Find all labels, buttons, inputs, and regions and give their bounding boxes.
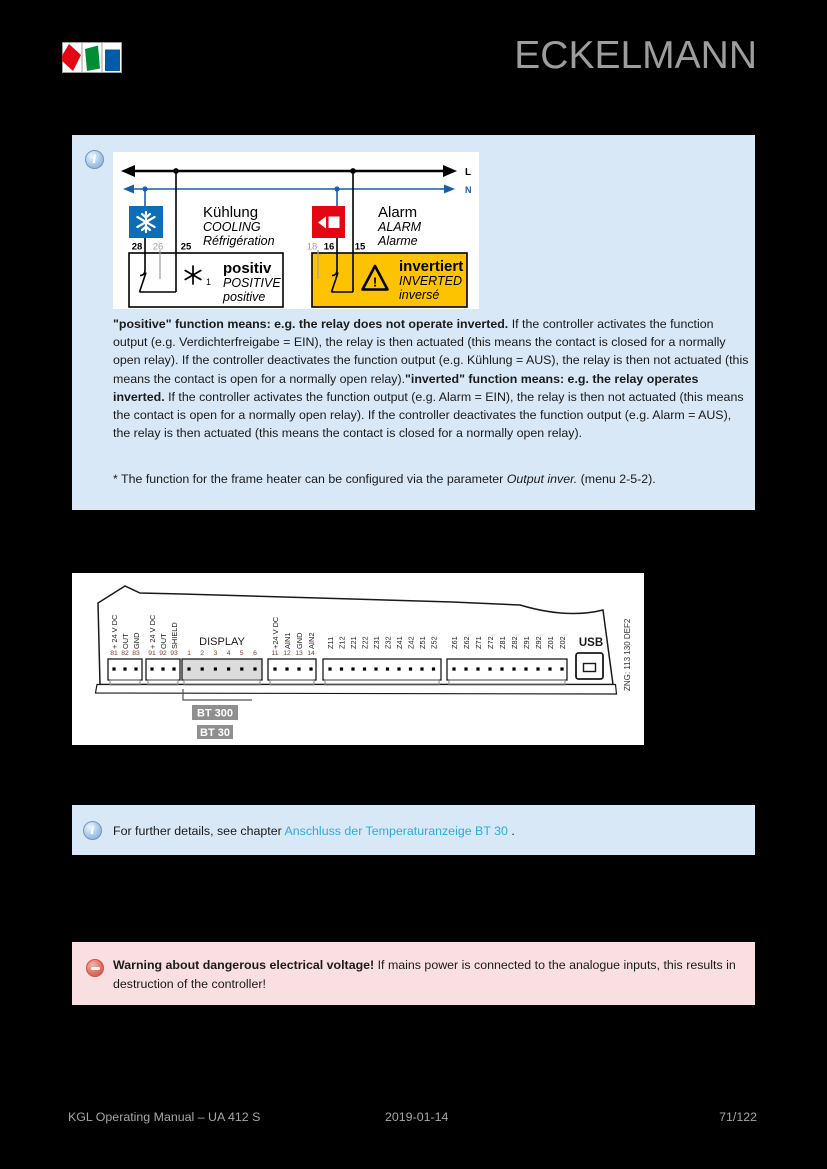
svg-text:SHIELD: SHIELD (170, 622, 179, 649)
svg-text:OUT: OUT (121, 633, 130, 649)
warning-triangle-mark: ! (372, 274, 378, 290)
brand-wordmark: ECKELMANN (514, 34, 757, 77)
inverted-label-en: INVERTED (399, 274, 462, 288)
positive-label-de: positiv (223, 260, 272, 277)
footer-date: 2019-01-14 (385, 1110, 449, 1124)
svg-text:4: 4 (226, 650, 231, 657)
svg-text:11: 11 (271, 650, 279, 657)
alarm-title-fr: Alarme (378, 234, 418, 248)
alarm-title-en: ALARM (378, 220, 422, 234)
warning-note-electrical-voltage (72, 942, 755, 1005)
parameter-name: Output inver. (506, 472, 578, 486)
svg-text:Z71: Z71 (473, 636, 483, 649)
svg-text:GND: GND (295, 632, 304, 649)
alarm-title-de: Alarm (378, 204, 418, 221)
svg-text:Z52: Z52 (429, 636, 439, 649)
board-edge-strip (96, 685, 617, 695)
inverted-label-de: invertiert (399, 258, 464, 275)
svg-text:2: 2 (200, 650, 205, 657)
svg-text:5: 5 (239, 650, 244, 657)
terminal-25: 25 (180, 241, 192, 253)
svg-text:Z61: Z61 (449, 636, 459, 649)
svg-text:Z82: Z82 (509, 636, 519, 649)
svg-text:Z41: Z41 (394, 636, 404, 649)
svg-text:OUT: OUT (159, 633, 168, 649)
svg-text:6: 6 (253, 650, 257, 657)
snowflake-marker-number: 1 (206, 277, 212, 287)
info-icon: i (83, 821, 102, 840)
svg-text:Z42: Z42 (406, 636, 416, 649)
svg-text:3: 3 (213, 650, 218, 657)
eckelmann-logo (62, 42, 122, 73)
svg-text:Z02: Z02 (557, 636, 567, 649)
svg-text:+ 24 V DC: + 24 V DC (148, 614, 157, 649)
cooling-title-fr: Réfrigération (203, 234, 275, 248)
terminal-28: 28 (131, 241, 143, 253)
svg-text:1: 1 (187, 650, 191, 657)
n-line-label: N (465, 185, 472, 195)
footer-document-title: KGL Operating Manual – UA 412 S (68, 1110, 261, 1124)
usb-label: USB (578, 637, 604, 649)
frame-heater-footnote: * The function for the frame heater can be configured via the parameter Output inver. (menu 2-5-2). (113, 472, 656, 486)
info-icon: i (85, 150, 104, 169)
svg-text:93: 93 (170, 650, 178, 657)
svg-text:Z91: Z91 (521, 636, 531, 649)
controller-board-drawing (72, 573, 644, 745)
svg-text:13: 13 (295, 650, 303, 657)
bt30-label: BT 30 (200, 727, 230, 739)
svg-text:AIN2: AIN2 (307, 632, 316, 649)
l-line-label: L (465, 167, 472, 178)
svg-text:GND: GND (132, 632, 141, 649)
svg-text:Z81: Z81 (497, 636, 507, 649)
terminal-block-display (182, 659, 262, 680)
svg-text:Z21: Z21 (348, 636, 358, 649)
svg-text:Z31: Z31 (371, 636, 381, 649)
svg-text:+24 V DC: +24 V DC (271, 616, 280, 649)
zng-id-label: ZNG: 113 130 DEF2 (623, 618, 632, 691)
svg-text:83: 83 (132, 650, 140, 657)
inverted-means-rest: If the controller activates the function output (e.g. Alarm = EIN), the relay is then not actuated (this means the contact is open for a normally open relay). If the controller deactivates the function output (e.g. Alarm = AUS), the relay is then actuated (this means the contact is closed for a normally open relay). (113, 389, 744, 441)
info-note-relay-functions (72, 135, 755, 510)
terminal-26: 26 (152, 241, 164, 253)
svg-text:Z72: Z72 (485, 636, 495, 649)
bt300-label: BT 300 (196, 707, 234, 720)
svg-text:+ 24 V DC: + 24 V DC (110, 614, 119, 649)
chapter-link[interactable]: Anschluss der Temperaturanzeige BT 30 (284, 824, 508, 838)
chapter-reference-text: For further details, see chapter Anschluss der Temperaturanzeige BT 30 . (113, 824, 515, 838)
positive-label-en: POSITIVE (223, 276, 281, 290)
svg-text:82: 82 (121, 650, 129, 657)
svg-text:AIN1: AIN1 (283, 632, 292, 649)
svg-text:Z12: Z12 (337, 636, 347, 649)
svg-text:Z32: Z32 (383, 636, 393, 649)
relay-function-paragraph (113, 315, 750, 442)
terminal-18: 18 (306, 241, 318, 253)
svg-text:Z11: Z11 (325, 636, 335, 649)
logo-blue-square (105, 50, 120, 72)
inverted-label-fr: inversé (399, 288, 440, 302)
footer-page-number: 71/122 (719, 1110, 757, 1124)
inverted-means-bold: "inverted" function means: e.g. the relay operates inverted. (113, 371, 699, 404)
info-note-chapter-reference (72, 805, 755, 855)
terminal-15: 15 (354, 241, 366, 253)
svg-text:92: 92 (159, 650, 167, 657)
warning-text: Warning about dangerous electrical voltage! If mains power is connected to the analogue inputs, this results in destruction of the controller! (113, 958, 736, 991)
svg-text:Z92: Z92 (533, 636, 543, 649)
svg-text:91: 91 (148, 650, 156, 657)
display-label: DISPLAY (199, 636, 245, 648)
svg-text:Z01: Z01 (545, 636, 555, 649)
positive-label-fr: positive (223, 290, 266, 304)
svg-text:Z22: Z22 (360, 636, 370, 649)
relay-function-diagram (113, 152, 479, 309)
prohibition-icon (86, 959, 104, 977)
svg-text:12: 12 (283, 650, 291, 657)
positive-means-bold: "positive" function means: e.g. the relay does not operate inverted. (113, 317, 509, 331)
cooling-title-en: COOLING (203, 220, 261, 234)
svg-text:Z51: Z51 (417, 636, 427, 649)
logo-green-square (85, 46, 100, 72)
svg-text:14: 14 (307, 650, 315, 657)
terminal-16: 16 (323, 241, 335, 253)
controller-board-figure (72, 573, 644, 745)
positive-means-rest: If the controller activates the function output (e.g. Verdichterfreigabe = EIN), the relay is then actuated (this means the contact is closed for a normally open relay). If the controller deactivates the function output (e.g. Kühlung = AUS), the relay is then not actuated (this means the contact is open for a normally open relay). (113, 317, 749, 386)
svg-text:Z62: Z62 (461, 636, 471, 649)
cooling-title-de: Kühlung (203, 204, 259, 221)
svg-text:81: 81 (110, 650, 118, 657)
